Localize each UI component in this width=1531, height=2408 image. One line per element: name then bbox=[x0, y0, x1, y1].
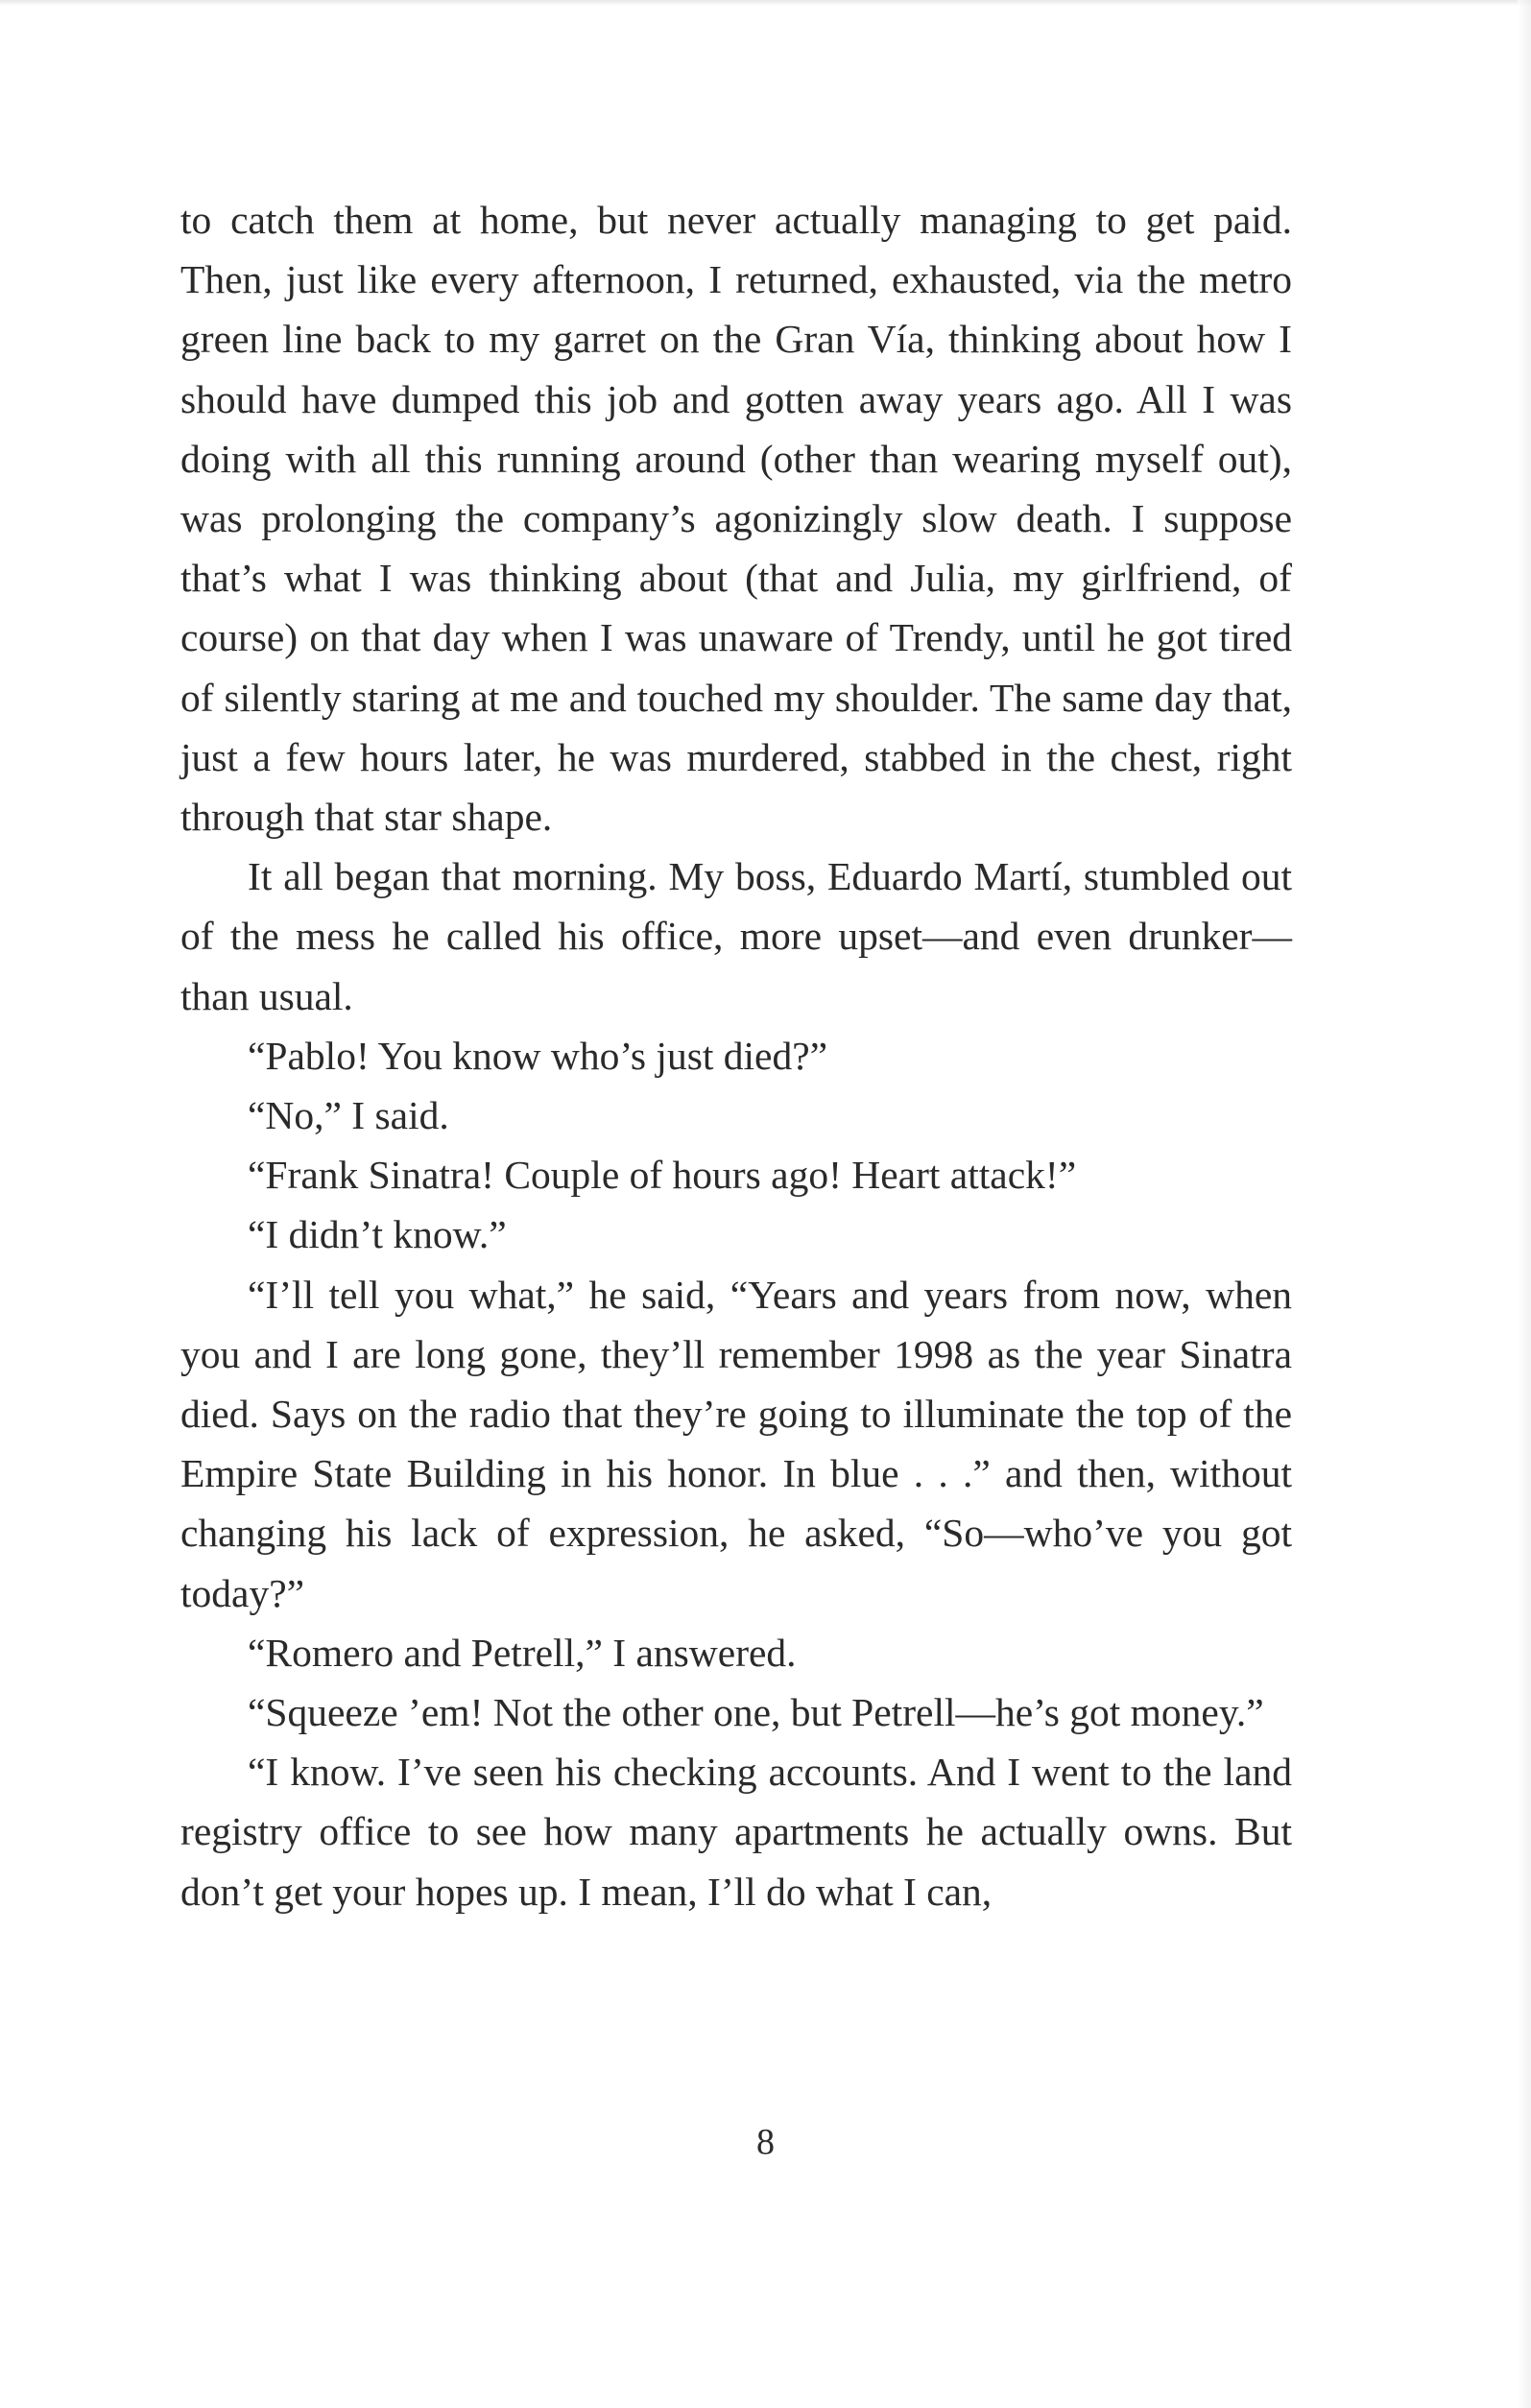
body-text bbox=[180, 190, 1292, 1921]
dialogue-paragraph: “I’ll tell you what,” he said, “Years and years from now, when you and I are long gone, they’ll remember 1998 as the year Sinatra died. Says on the radio that they’re going to illuminate the top of the Empire State Building in his honor. In blue . . .” and then, without changing his lack of expression, he asked, “So—who’ve you got today?” bbox=[180, 1272, 1292, 1615]
page-number: 8 bbox=[756, 2122, 775, 2162]
paragraph: to catch them at home, but never actually managing to get paid. Then, just like every afternoon, I returned, exhausted, via the metro green line back to my garret on the Gran Vía, thinking about how I should have dumped this job and gotten away years ago. All I was doing with all this running around (other than wearing myself out), was prolonging the company’s agonizingly slow death. I suppose that’s what I was thinking about (that and Julia, my girlfriend, of course) on that day when I was unaware of Trendy, until he got tired of silently staring at me and touched my shoulder. The same day that, just a few hours later, he was murdered, stabbed in the chest, right through that star shape. bbox=[180, 198, 1292, 840]
dialogue-paragraph: “No,” I said. bbox=[248, 1093, 449, 1138]
dialogue-paragraph: “Squeeze ’em! Not the other one, but Petrell—he’s got money.” bbox=[248, 1690, 1264, 1735]
page-right-edge-shadow bbox=[1518, 0, 1531, 2408]
paragraph: It all began that morning. My boss, Eduardo Martí, stumbled out of the mess he called his office, more upset—and even drunker—than usual. bbox=[180, 854, 1292, 1018]
dialogue-paragraph: “Romero and Petrell,” I answered. bbox=[248, 1630, 797, 1675]
page-top-edge-shadow bbox=[0, 0, 1531, 6]
dialogue-paragraph: “I didn’t know.” bbox=[248, 1212, 507, 1257]
dialogue-paragraph: “Pablo! You know who’s just died?” bbox=[248, 1033, 828, 1078]
dialogue-paragraph: “Frank Sinatra! Couple of hours ago! Heart attack!” bbox=[248, 1153, 1077, 1198]
dialogue-paragraph: “I know. I’ve seen his checking accounts. And I went to the land registry office to see how many apartments he actually owns. But don’t get your hopes up. I mean, I’ll do what I can, bbox=[180, 1750, 1292, 1914]
